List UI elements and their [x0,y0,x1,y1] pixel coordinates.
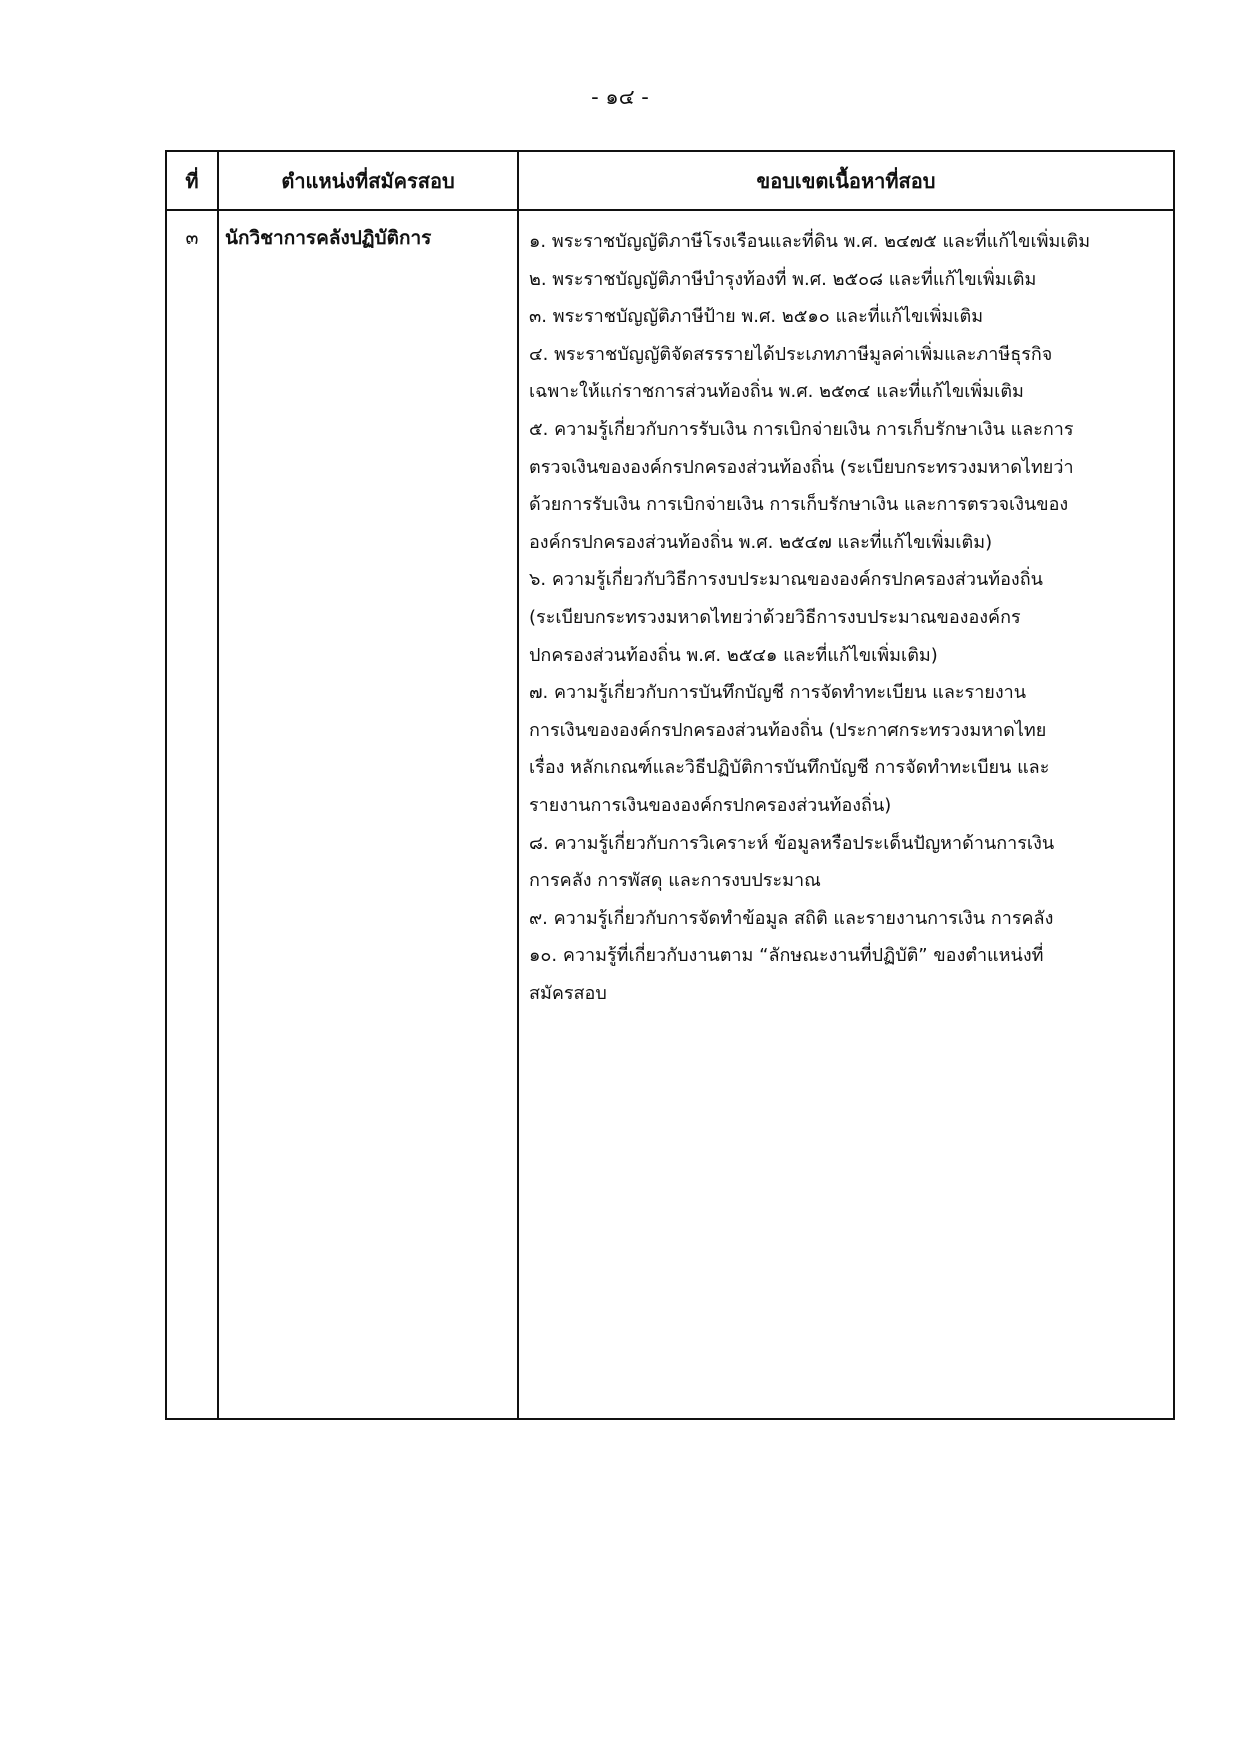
exam-scope-table [165,150,1175,1420]
scope-line: การคลัง การพัสดุ และการงบประมาณ [529,870,821,892]
scope-line: การเงินขององค์กรปกครองส่วนท้องถิ่น (ประกาศกระทรวงมหาดไทย [529,719,1047,741]
scope-line: ปกครองส่วนท้องถิ่น พ.ศ. ๒๕๔๑ และที่แก้ไขเพิ่มเติม) [529,644,938,666]
page-number: - ๑๔ - [591,85,649,109]
scope-line: ๑. พระราชบัญญัติภาษีโรงเรือนและที่ดิน พ.ศ. ๒๔๗๕ และที่แก้ไขเพิ่มเติม [529,231,1091,252]
scope-line: ๖. ความรู้เกี่ยวกับวิธีการงบประมาณขององค์กรปกครองส่วนท้องถิ่น [529,569,1043,591]
scope-line: ๘. ความรู้เกี่ยวกับการวิเคราะห์ ข้อมูลหรือประเด็นปัญหาด้านการเงิน [529,832,1055,854]
scope-line: ๓. พระราชบัญญัติภาษีป้าย พ.ศ. ๒๕๑๐ และที่แก้ไขเพิ่มเติม [529,306,984,328]
scope-line: ๗. ความรู้เกี่ยวกับการบันทึกบัญชี การจัดทำทะเบียน และรายงาน [529,682,1027,704]
scope-line: (ระเบียบกระทรวงมหาดไทยว่าด้วยวิธีการงบประมาณขององค์กร [529,606,1021,628]
scope-line: ๒. พระราชบัญญัติภาษีบำรุงท้องที่ พ.ศ. ๒๕๐๘ และที่แก้ไขเพิ่มเติม [529,268,1037,290]
scope-line: ๑๐. ความรู้ที่เกี่ยวกับงานตาม “ลักษณะงานที่ปฏิบัติ” ของตำแหน่งที่ [529,945,1044,967]
scope-line: ๔. พระราชบัญญัติจัดสรรรายได้ประเภทภาษีมูลค่าเพิ่มและภาษีธุรกิจ [529,343,1053,365]
scope-line: รายงานการเงินขององค์กรปกครองส่วนท้องถิ่น) [529,794,892,816]
scope-line: ๕. ความรู้เกี่ยวกับการรับเงิน การเบิกจ่ายเงิน การเก็บรักษาเงิน และการ [529,418,1074,440]
scope-cell [518,210,1174,1419]
header-scope: ขอบเขตเนื้อหาที่สอบ [518,151,1174,210]
scope-line: ๙. ความรู้เกี่ยวกับการจัดทำข้อมูล สถิติ และรายงานการเงิน การคลัง [529,907,1054,929]
scope-line: เรื่อง หลักเกณฑ์และวิธีปฏิบัติการบันทึกบัญชี การจัดทำทะเบียน และ [529,757,1050,779]
scope-line: ด้วยการรับเงิน การเบิกจ่ายเงิน การเก็บรักษาเงิน และการตรวจเงินของ [529,494,1069,516]
table-row [166,210,1174,1419]
row-number: ๓ [166,210,218,1419]
scope-line: ตรวจเงินขององค์กรปกครองส่วนท้องถิ่น (ระเบียบกระทรวงมหาดไทยว่า [529,456,1074,478]
header-position: ตำแหน่งที่สมัครสอบ [218,151,518,210]
scope-list [529,223,1163,1012]
header-no: ที่ [166,151,218,210]
table-header-row [166,151,1174,210]
scope-line: เฉพาะให้แก่ราชการส่วนท้องถิ่น พ.ศ. ๒๕๓๔ และที่แก้ไขเพิ่มเติม [529,381,1024,403]
scope-line: องค์กรปกครองส่วนท้องถิ่น พ.ศ. ๒๕๔๗ และที่แก้ไขเพิ่มเติม) [529,531,993,553]
scope-line: สมัครสอบ [529,982,607,1004]
position-title: นักวิชาการคลังปฏิบัติการ [218,210,518,1419]
